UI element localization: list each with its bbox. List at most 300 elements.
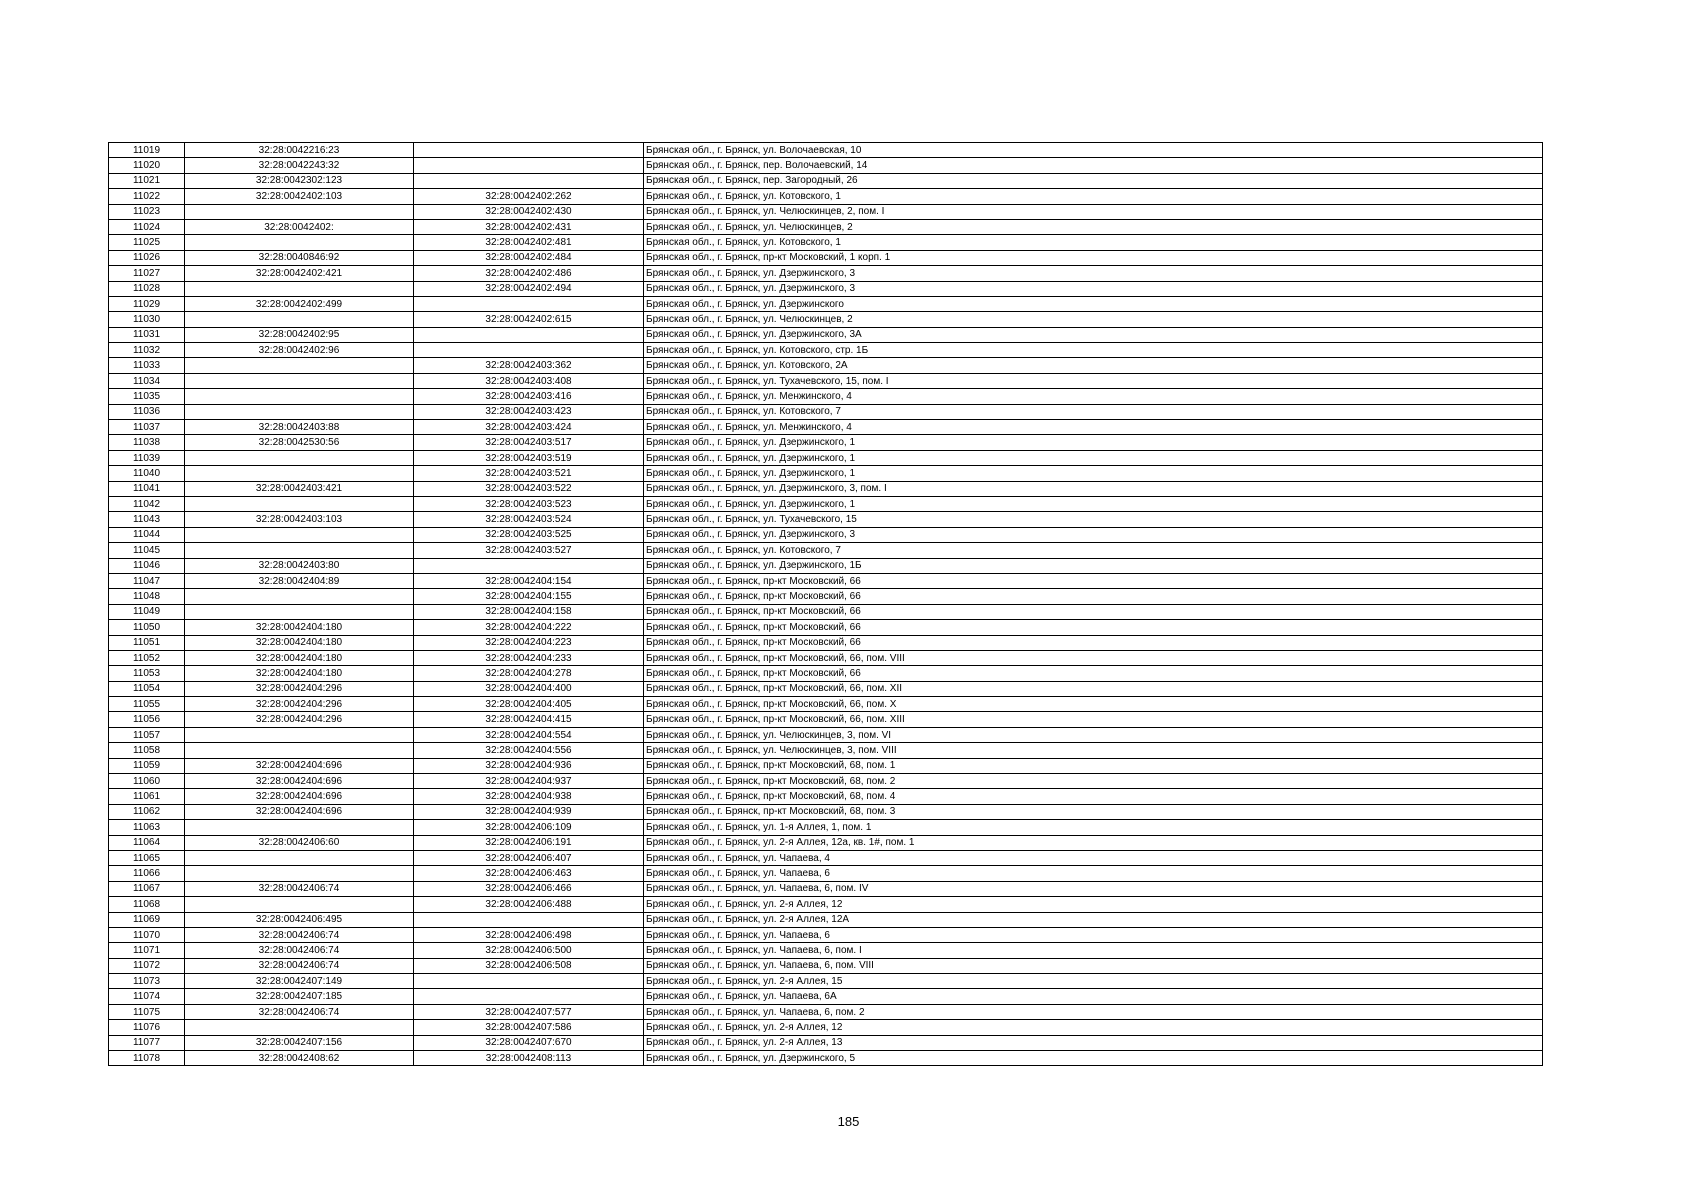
row-number-cell: 11039 (109, 450, 185, 465)
address-cell: Брянская обл., г. Брянск, ул. 1-я Аллея, 1, пом. 1 (644, 820, 1543, 835)
row-number-cell: 11049 (109, 604, 185, 619)
object-cadastral-number-cell: 32:28:0042403:416 (414, 389, 644, 404)
table-row (109, 219, 1543, 234)
object-cadastral-number-cell: 32:28:0042406:508 (414, 958, 644, 973)
table-row (109, 235, 1543, 250)
object-cadastral-number-cell: 32:28:0042406:498 (414, 927, 644, 942)
table-row (109, 327, 1543, 342)
object-cadastral-number-cell: 32:28:0042404:415 (414, 712, 644, 727)
object-cadastral-number-cell: 32:28:0042402:486 (414, 266, 644, 281)
address-cell: Брянская обл., г. Брянск, ул. 2-я Аллея, 12А (644, 912, 1543, 927)
address-cell: Брянская обл., г. Брянск, пр-кт Московский, 66 (644, 604, 1543, 619)
row-number-cell: 11022 (109, 189, 185, 204)
row-number-cell: 11054 (109, 681, 185, 696)
cadastral-number-cell: 32:28:0042243:32 (185, 158, 414, 173)
table-row (109, 866, 1543, 881)
cadastral-number-cell (185, 204, 414, 219)
row-number-cell: 11057 (109, 727, 185, 742)
object-cadastral-number-cell: 32:28:0042404:154 (414, 573, 644, 588)
address-cell: Брянская обл., г. Брянск, ул. Дзержинского, 1 (644, 496, 1543, 511)
address-cell: Брянская обл., г. Брянск, ул. Дзержинского, 1 (644, 466, 1543, 481)
address-cell: Брянская обл., г. Брянск, ул. Дзержинского, 1 (644, 450, 1543, 465)
object-cadastral-number-cell: 32:28:0042403:424 (414, 420, 644, 435)
row-number-cell: 11045 (109, 543, 185, 558)
cadastral-number-cell: 32:28:0042404:89 (185, 573, 414, 588)
row-number-cell: 11050 (109, 620, 185, 635)
object-cadastral-number-cell: 32:28:0042406:500 (414, 943, 644, 958)
row-number-cell: 11029 (109, 296, 185, 311)
cadastral-number-cell: 32:28:0042404:696 (185, 789, 414, 804)
object-cadastral-number-cell: 32:28:0042402:262 (414, 189, 644, 204)
row-number-cell: 11058 (109, 743, 185, 758)
object-cadastral-number-cell: 32:28:0042406:466 (414, 881, 644, 896)
address-cell: Брянская обл., г. Брянск, ул. Челюскинцев, 2 (644, 312, 1543, 327)
cadastral-number-cell: 32:28:0042407:149 (185, 974, 414, 989)
cadastral-number-cell: 32:28:0042406:74 (185, 1004, 414, 1019)
cadastral-number-cell (185, 589, 414, 604)
object-cadastral-number-cell (414, 974, 644, 989)
address-cell: Брянская обл., г. Брянск, пр-кт Московский, 66 (644, 635, 1543, 650)
cadastral-number-cell (185, 389, 414, 404)
row-number-cell: 11047 (109, 573, 185, 588)
cadastral-number-cell: 32:28:0042404:696 (185, 774, 414, 789)
cadastral-number-cell: 32:28:0042402:95 (185, 327, 414, 342)
address-cell: Брянская обл., г. Брянск, ул. Дзержинского, 3 (644, 527, 1543, 542)
row-number-cell: 11042 (109, 496, 185, 511)
address-cell: Брянская обл., г. Брянск, ул. Чапаева, 6 (644, 866, 1543, 881)
object-cadastral-number-cell: 32:28:0042404:400 (414, 681, 644, 696)
cadastral-number-cell (185, 404, 414, 419)
table-row (109, 296, 1543, 311)
table-row (109, 189, 1543, 204)
table-row (109, 1051, 1543, 1066)
cadastral-number-cell: 32:28:0042530:56 (185, 435, 414, 450)
row-number-cell: 11028 (109, 281, 185, 296)
cadastral-number-cell: 32:28:0042404:180 (185, 650, 414, 665)
cadastral-number-cell: 32:28:0042403:103 (185, 512, 414, 527)
object-cadastral-number-cell: 32:28:0042404:278 (414, 666, 644, 681)
cadastral-number-cell (185, 496, 414, 511)
address-cell: Брянская обл., г. Брянск, ул. 2-я Аллея, 12 (644, 1020, 1543, 1035)
cadastral-number-cell: 32:28:0042404:696 (185, 758, 414, 773)
address-cell: Брянская обл., г. Брянск, ул. Дзержинского, 3, пом. I (644, 481, 1543, 496)
address-cell: Брянская обл., г. Брянск, ул. Дзержинского, 3 (644, 281, 1543, 296)
object-cadastral-number-cell: 32:28:0042404:222 (414, 620, 644, 635)
cadastral-number-cell: 32:28:0042402:421 (185, 266, 414, 281)
address-cell: Брянская обл., г. Брянск, пр-кт Московский, 68, пом. 4 (644, 789, 1543, 804)
object-cadastral-number-cell: 32:28:0042402:481 (414, 235, 644, 250)
address-cell: Брянская обл., г. Брянск, ул. Котовского, 7 (644, 543, 1543, 558)
table-row (109, 881, 1543, 896)
cadastral-number-cell: 32:28:0042404:296 (185, 681, 414, 696)
cadastral-number-cell (185, 604, 414, 619)
address-cell: Брянская обл., г. Брянск, пр-кт Московский, 66, пом. XIII (644, 712, 1543, 727)
object-cadastral-number-cell: 32:28:0042402:615 (414, 312, 644, 327)
table-row (109, 835, 1543, 850)
table-row (109, 804, 1543, 819)
table-row (109, 435, 1543, 450)
table-row (109, 466, 1543, 481)
row-number-cell: 11027 (109, 266, 185, 281)
cadastral-number-cell: 32:28:0042402:103 (185, 189, 414, 204)
row-number-cell: 11025 (109, 235, 185, 250)
cadastral-number-cell: 32:28:0042408:62 (185, 1051, 414, 1066)
row-number-cell: 11068 (109, 897, 185, 912)
table-row (109, 450, 1543, 465)
cadastral-number-cell (185, 235, 414, 250)
row-number-cell: 11053 (109, 666, 185, 681)
row-number-cell: 11060 (109, 774, 185, 789)
row-number-cell: 11031 (109, 327, 185, 342)
address-cell: Брянская обл., г. Брянск, пр-кт Московский, 66 (644, 620, 1543, 635)
table-row (109, 635, 1543, 650)
row-number-cell: 11078 (109, 1051, 185, 1066)
table-row (109, 681, 1543, 696)
row-number-cell: 11070 (109, 927, 185, 942)
object-cadastral-number-cell: 32:28:0042402:484 (414, 250, 644, 265)
row-number-cell: 11072 (109, 958, 185, 973)
row-number-cell: 11048 (109, 589, 185, 604)
table-row (109, 958, 1543, 973)
address-cell: Брянская обл., г. Брянск, ул. Тухачевского, 15, пом. I (644, 373, 1543, 388)
address-cell: Брянская обл., г. Брянск, пр-кт Московский, 68, пом. 1 (644, 758, 1543, 773)
table-row (109, 143, 1543, 158)
cadastral-number-cell: 32:28:0042404:180 (185, 666, 414, 681)
row-number-cell: 11074 (109, 989, 185, 1004)
object-cadastral-number-cell: 32:28:0042403:362 (414, 358, 644, 373)
table-row (109, 173, 1543, 188)
object-cadastral-number-cell: 32:28:0042403:517 (414, 435, 644, 450)
row-number-cell: 11024 (109, 219, 185, 234)
address-cell: Брянская обл., г. Брянск, ул. Менжинского, 4 (644, 420, 1543, 435)
table-row (109, 943, 1543, 958)
object-cadastral-number-cell: 32:28:0042403:423 (414, 404, 644, 419)
object-cadastral-number-cell (414, 143, 644, 158)
address-cell: Брянская обл., г. Брянск, ул. Чапаева, 6, пом. 2 (644, 1004, 1543, 1019)
cadastral-number-cell: 32:28:0042406:495 (185, 912, 414, 927)
address-cell: Брянская обл., г. Брянск, ул. Чапаева, 6А (644, 989, 1543, 1004)
table-row (109, 789, 1543, 804)
table-row (109, 743, 1543, 758)
table-row (109, 897, 1543, 912)
table-row (109, 389, 1543, 404)
address-cell: Брянская обл., г. Брянск, пр-кт Московский, 68, пом. 2 (644, 774, 1543, 789)
cadastral-number-cell (185, 727, 414, 742)
object-cadastral-number-cell: 32:28:0042403:523 (414, 496, 644, 511)
table-row (109, 974, 1543, 989)
table-row (109, 727, 1543, 742)
table-row (109, 266, 1543, 281)
registry-table-body (109, 143, 1543, 1066)
cadastral-number-cell: 32:28:0042404:180 (185, 620, 414, 635)
address-cell: Брянская обл., г. Брянск, ул. Чапаева, 6, пом. I (644, 943, 1543, 958)
cadastral-number-cell (185, 373, 414, 388)
object-cadastral-number-cell: 32:28:0042406:488 (414, 897, 644, 912)
row-number-cell: 11043 (109, 512, 185, 527)
address-cell: Брянская обл., г. Брянск, ул. 2-я Аллея, 12 (644, 897, 1543, 912)
cadastral-number-cell: 32:28:0042407:156 (185, 1035, 414, 1050)
row-number-cell: 11073 (109, 974, 185, 989)
row-number-cell: 11064 (109, 835, 185, 850)
row-number-cell: 11061 (109, 789, 185, 804)
object-cadastral-number-cell: 32:28:0042404:939 (414, 804, 644, 819)
table-row (109, 1004, 1543, 1019)
table-row (109, 527, 1543, 542)
row-number-cell: 11066 (109, 866, 185, 881)
address-cell: Брянская обл., г. Брянск, пр-кт Московский, 66 (644, 666, 1543, 681)
object-cadastral-number-cell: 32:28:0042402:494 (414, 281, 644, 296)
cadastral-number-cell: 32:28:0042402:499 (185, 296, 414, 311)
address-cell: Брянская обл., г. Брянск, ул. Дзержинского, 1Б (644, 558, 1543, 573)
address-cell: Брянская обл., г. Брянск, пр-кт Московский, 1 корп. 1 (644, 250, 1543, 265)
address-cell: Брянская обл., г. Брянск, пр-кт Московский, 66, пом. XII (644, 681, 1543, 696)
address-cell: Брянская обл., г. Брянск, ул. Котовского, 2А (644, 358, 1543, 373)
row-number-cell: 11035 (109, 389, 185, 404)
address-cell: Брянская обл., г. Брянск, ул. Менжинского, 4 (644, 389, 1543, 404)
table-row (109, 204, 1543, 219)
row-number-cell: 11055 (109, 697, 185, 712)
address-cell: Брянская обл., г. Брянск, ул. Челюскинцев, 2 (644, 219, 1543, 234)
table-row (109, 1020, 1543, 1035)
cadastral-number-cell: 32:28:0042404:296 (185, 697, 414, 712)
cadastral-number-cell: 32:28:0042404:180 (185, 635, 414, 650)
object-cadastral-number-cell (414, 989, 644, 1004)
row-number-cell: 11077 (109, 1035, 185, 1050)
object-cadastral-number-cell: 32:28:0042402:431 (414, 219, 644, 234)
cadastral-number-cell: 32:28:0042406:60 (185, 835, 414, 850)
table-row (109, 604, 1543, 619)
address-cell: Брянская обл., г. Брянск, ул. Дзержинского, 5 (644, 1051, 1543, 1066)
table-row (109, 558, 1543, 573)
table-row (109, 820, 1543, 835)
object-cadastral-number-cell: 32:28:0042402:430 (414, 204, 644, 219)
cadastral-number-cell: 32:28:0042403:88 (185, 420, 414, 435)
row-number-cell: 11056 (109, 712, 185, 727)
address-cell: Брянская обл., г. Брянск, пр-кт Московский, 66 (644, 573, 1543, 588)
address-cell: Брянская обл., г. Брянск, ул. Дзержинского (644, 296, 1543, 311)
object-cadastral-number-cell: 32:28:0042404:936 (414, 758, 644, 773)
cadastral-number-cell: 32:28:0042406:74 (185, 958, 414, 973)
object-cadastral-number-cell (414, 912, 644, 927)
table-row (109, 620, 1543, 635)
object-cadastral-number-cell: 32:28:0042404:556 (414, 743, 644, 758)
row-number-cell: 11075 (109, 1004, 185, 1019)
row-number-cell: 11065 (109, 850, 185, 865)
object-cadastral-number-cell: 32:28:0042403:408 (414, 373, 644, 388)
object-cadastral-number-cell: 32:28:0042404:554 (414, 727, 644, 742)
table-row (109, 774, 1543, 789)
address-cell: Брянская обл., г. Брянск, пр-кт Московский, 66, пом. VIII (644, 650, 1543, 665)
address-cell: Брянская обл., г. Брянск, ул. Волочаевская, 10 (644, 143, 1543, 158)
row-number-cell: 11030 (109, 312, 185, 327)
table-row (109, 496, 1543, 511)
table-row (109, 589, 1543, 604)
table-row (109, 573, 1543, 588)
table-row (109, 481, 1543, 496)
table-row (109, 404, 1543, 419)
row-number-cell: 11063 (109, 820, 185, 835)
row-number-cell: 11019 (109, 143, 185, 158)
cadastral-number-cell: 32:28:0042402:96 (185, 343, 414, 358)
cadastral-number-cell: 32:28:0042406:74 (185, 943, 414, 958)
row-number-cell: 11051 (109, 635, 185, 650)
cadastral-number-cell: 32:28:0042406:74 (185, 881, 414, 896)
row-number-cell: 11032 (109, 343, 185, 358)
address-cell: Брянская обл., г. Брянск, ул. Чапаева, 6, пом. VIII (644, 958, 1543, 973)
table-row (109, 912, 1543, 927)
table-row (109, 927, 1543, 942)
object-cadastral-number-cell: 32:28:0042403:522 (414, 481, 644, 496)
object-cadastral-number-cell (414, 173, 644, 188)
address-cell: Брянская обл., г. Брянск, пр-кт Московский, 66, пом. X (644, 697, 1543, 712)
cadastral-number-cell: 32:28:0042407:185 (185, 989, 414, 1004)
row-number-cell: 11033 (109, 358, 185, 373)
object-cadastral-number-cell: 32:28:0042404:233 (414, 650, 644, 665)
object-cadastral-number-cell (414, 158, 644, 173)
row-number-cell: 11026 (109, 250, 185, 265)
table-row (109, 666, 1543, 681)
cadastral-number-cell (185, 466, 414, 481)
object-cadastral-number-cell: 32:28:0042403:525 (414, 527, 644, 542)
address-cell: Брянская обл., г. Брянск, пр-кт Московский, 68, пом. 3 (644, 804, 1543, 819)
row-number-cell: 11023 (109, 204, 185, 219)
address-cell: Брянская обл., г. Брянск, ул. Дзержинского, 3 (644, 266, 1543, 281)
cadastral-number-cell (185, 281, 414, 296)
object-cadastral-number-cell (414, 327, 644, 342)
table-row (109, 373, 1543, 388)
cadastral-number-cell: 32:28:0042402: (185, 219, 414, 234)
object-cadastral-number-cell: 32:28:0042404:223 (414, 635, 644, 650)
address-cell: Брянская обл., г. Брянск, ул. Котовского, стр. 1Б (644, 343, 1543, 358)
row-number-cell: 11052 (109, 650, 185, 665)
cadastral-number-cell (185, 1020, 414, 1035)
object-cadastral-number-cell: 32:28:0042407:670 (414, 1035, 644, 1050)
row-number-cell: 11038 (109, 435, 185, 450)
cadastral-number-cell (185, 897, 414, 912)
row-number-cell: 11021 (109, 173, 185, 188)
address-cell: Брянская обл., г. Брянск, ул. 2-я Аллея, 12а, кв. 1#, пом. 1 (644, 835, 1543, 850)
address-cell: Брянская обл., г. Брянск, ул. Челюскинцев, 3, пом. VI (644, 727, 1543, 742)
address-cell: Брянская обл., г. Брянск, ул. Котовского, 7 (644, 404, 1543, 419)
object-cadastral-number-cell: 32:28:0042408:113 (414, 1051, 644, 1066)
row-number-cell: 11044 (109, 527, 185, 542)
table-row (109, 420, 1543, 435)
object-cadastral-number-cell (414, 296, 644, 311)
address-cell: Брянская обл., г. Брянск, ул. Чапаева, 6 (644, 927, 1543, 942)
address-cell: Брянская обл., г. Брянск, ул. Котовского, 1 (644, 235, 1543, 250)
address-cell: Брянская обл., г. Брянск, ул. Чапаева, 4 (644, 850, 1543, 865)
row-number-cell: 11046 (109, 558, 185, 573)
object-cadastral-number-cell: 32:28:0042407:577 (414, 1004, 644, 1019)
cadastral-number-cell (185, 820, 414, 835)
object-cadastral-number-cell: 32:28:0042403:524 (414, 512, 644, 527)
address-cell: Брянская обл., г. Брянск, пер. Загородный, 26 (644, 173, 1543, 188)
cadastral-number-cell (185, 527, 414, 542)
table-row (109, 250, 1543, 265)
address-cell: Брянская обл., г. Брянск, пер. Волочаевский, 14 (644, 158, 1543, 173)
cadastral-number-cell (185, 866, 414, 881)
cadastral-number-cell (185, 850, 414, 865)
table-row (109, 989, 1543, 1004)
object-cadastral-number-cell: 32:28:0042406:407 (414, 850, 644, 865)
address-cell: Брянская обл., г. Брянск, ул. Дзержинского, 3А (644, 327, 1543, 342)
row-number-cell: 11040 (109, 466, 185, 481)
table-row (109, 697, 1543, 712)
cadastral-number-cell (185, 358, 414, 373)
cadastral-number-cell: 32:28:0042216:23 (185, 143, 414, 158)
address-cell: Брянская обл., г. Брянск, ул. Дзержинского, 1 (644, 435, 1543, 450)
cadastral-number-cell (185, 743, 414, 758)
table-row (109, 358, 1543, 373)
table-row (109, 281, 1543, 296)
table-row (109, 1035, 1543, 1050)
cadastral-number-cell: 32:28:0042302:123 (185, 173, 414, 188)
page-number: 185 (837, 1114, 860, 1129)
object-cadastral-number-cell: 32:28:0042404:938 (414, 789, 644, 804)
object-cadastral-number-cell: 32:28:0042403:519 (414, 450, 644, 465)
row-number-cell: 11062 (109, 804, 185, 819)
row-number-cell: 11071 (109, 943, 185, 958)
address-cell: Брянская обл., г. Брянск, ул. 2-я Аллея, 15 (644, 974, 1543, 989)
object-cadastral-number-cell: 32:28:0042406:109 (414, 820, 644, 835)
object-cadastral-number-cell: 32:28:0042404:158 (414, 604, 644, 619)
cadastral-number-cell: 32:28:0042403:421 (185, 481, 414, 496)
table-row (109, 712, 1543, 727)
object-cadastral-number-cell (414, 558, 644, 573)
object-cadastral-number-cell: 32:28:0042404:937 (414, 774, 644, 789)
address-cell: Брянская обл., г. Брянск, ул. Тухачевского, 15 (644, 512, 1543, 527)
cadastral-number-cell: 32:28:0040846:92 (185, 250, 414, 265)
object-cadastral-number-cell: 32:28:0042404:405 (414, 697, 644, 712)
cadastral-number-cell: 32:28:0042404:696 (185, 804, 414, 819)
row-number-cell: 11067 (109, 881, 185, 896)
row-number-cell: 11059 (109, 758, 185, 773)
object-cadastral-number-cell: 32:28:0042404:155 (414, 589, 644, 604)
address-cell: Брянская обл., г. Брянск, ул. Чапаева, 6, пом. IV (644, 881, 1543, 896)
row-number-cell: 11037 (109, 420, 185, 435)
cadastral-number-cell: 32:28:0042406:74 (185, 927, 414, 942)
table-row (109, 343, 1543, 358)
row-number-cell: 11041 (109, 481, 185, 496)
cadastral-number-cell: 32:28:0042403:80 (185, 558, 414, 573)
row-number-cell: 11069 (109, 912, 185, 927)
object-cadastral-number-cell: 32:28:0042403:527 (414, 543, 644, 558)
cadastral-number-cell: 32:28:0042404:296 (185, 712, 414, 727)
table-row (109, 758, 1543, 773)
row-number-cell: 11020 (109, 158, 185, 173)
object-cadastral-number-cell (414, 343, 644, 358)
object-cadastral-number-cell: 32:28:0042407:586 (414, 1020, 644, 1035)
row-number-cell: 11036 (109, 404, 185, 419)
object-cadastral-number-cell: 32:28:0042406:191 (414, 835, 644, 850)
table-row (109, 650, 1543, 665)
row-number-cell: 11076 (109, 1020, 185, 1035)
address-cell: Брянская обл., г. Брянск, ул. 2-я Аллея, 13 (644, 1035, 1543, 1050)
registry-table (108, 142, 1543, 1066)
table-row (109, 850, 1543, 865)
cadastral-number-cell (185, 450, 414, 465)
row-number-cell: 11034 (109, 373, 185, 388)
table-row (109, 312, 1543, 327)
address-cell: Брянская обл., г. Брянск, ул. Челюскинцев, 3, пом. VIII (644, 743, 1543, 758)
table-row (109, 543, 1543, 558)
address-cell: Брянская обл., г. Брянск, пр-кт Московский, 66 (644, 589, 1543, 604)
address-cell: Брянская обл., г. Брянск, ул. Котовского, 1 (644, 189, 1543, 204)
address-cell: Брянская обл., г. Брянск, ул. Челюскинцев, 2, пом. I (644, 204, 1543, 219)
table-row (109, 512, 1543, 527)
object-cadastral-number-cell: 32:28:0042403:521 (414, 466, 644, 481)
object-cadastral-number-cell: 32:28:0042406:463 (414, 866, 644, 881)
